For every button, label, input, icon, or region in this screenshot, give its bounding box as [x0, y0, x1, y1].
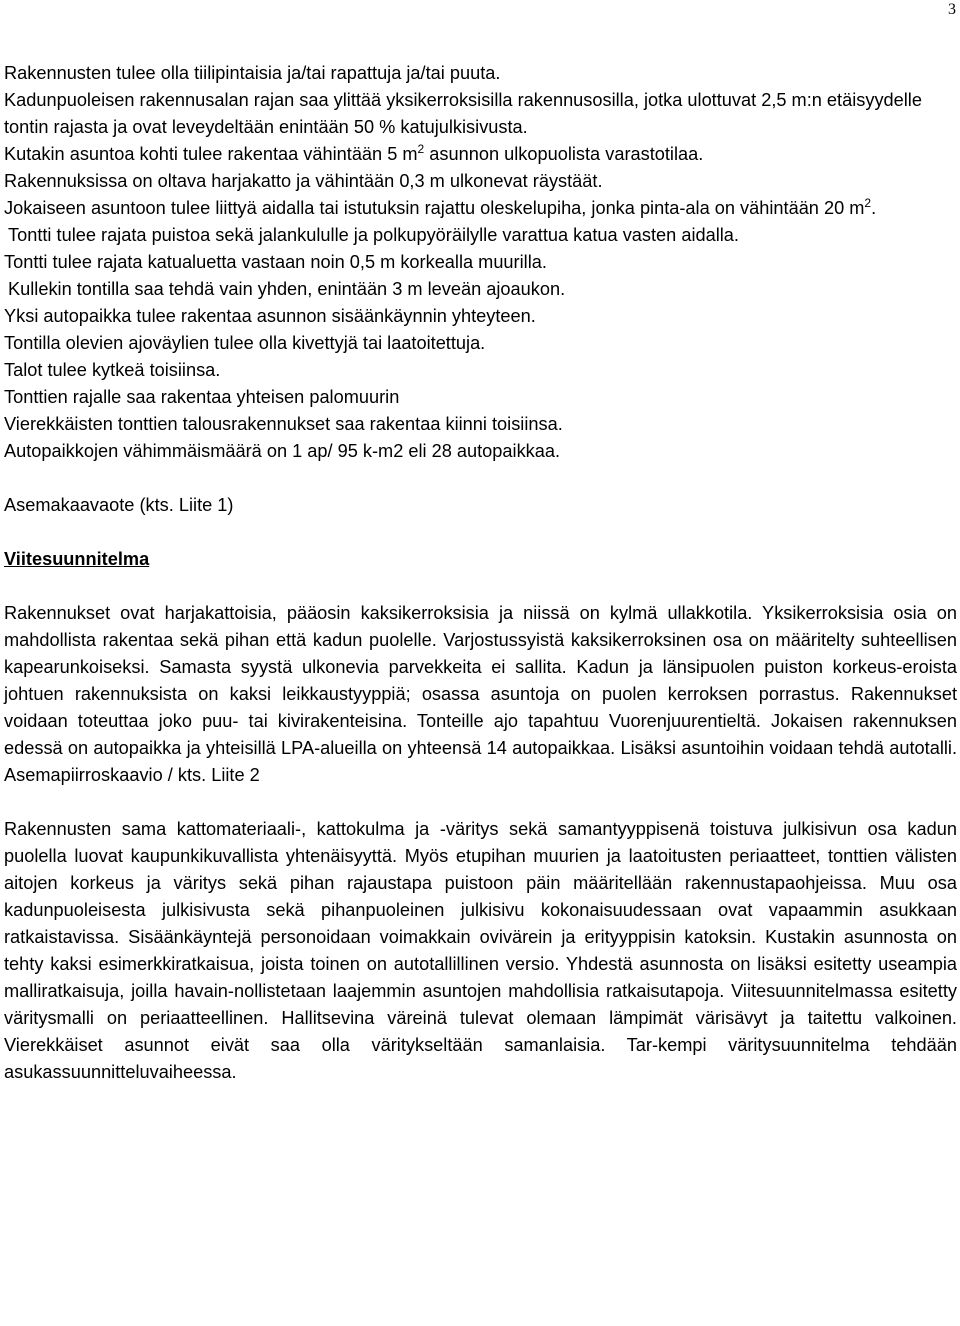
superscript: 2: [417, 142, 425, 156]
rule-yard-text-end: .: [871, 198, 877, 218]
plan-note: Asemakaavaote (kts. Liite 1): [4, 495, 234, 515]
document-body: [4, 60, 957, 1086]
rule-yard: [4, 195, 957, 222]
rule-driveway: Kullekin tontilla saa tehdä vain yhden, enintään 3 m leveän ajoaukon.: [8, 279, 566, 299]
rule-parking-entrance: Yksi autopaikka tulee rakentaa asunnon sisäänkäynnin yhteyteen.: [4, 306, 536, 326]
rule-firewall: Tonttien rajalle saa rakentaa yhteisen palomuurin: [4, 387, 400, 407]
paragraph-reference-plan: Rakennukset ovat harjakattoisia, pääosin kaksikerroksisia ja niissä on kylmä ullakkotila. Yksikerroksisia osia on mahdollista rakentaa sekä pihan että kadun puolelle. Varjostussyistä kaksikerroksinen osa on määritelty suhteellisen kapearunkoiseksi. Samasta syystä ulkonevia parvekkeita ei sallita. Kadun ja länsipuolen puiston korkeus-eroista johtuen rakennuksista on kaksi leikkaustyyppiä; osassa asuntoja on puolen kerroksen porrastus. Rakennukset voidaan toteuttaa joko puu- tai kivirakenteisina. Tonteille ajo tapahtuu Vuorenjuurentieltä. Jokaisen rakennuksen edessä on autopaikka ja yhteisillä LPA-alueilla on yhteensä 14 autopaikkaa. Lisäksi asuntoihin voidaan tehdä autotalli. Asemapiirroskaavio / kts. Liite 2: [4, 603, 957, 785]
superscript: 2: [864, 196, 872, 210]
rule-parking-minimum: Autopaikkojen vähimmäismäärä on 1 ap/ 95 k-m2 eli 28 autopaikkaa.: [4, 441, 561, 461]
rule-building-area: Kadunpuoleisen rakennusalan rajan saa ylittää yksikerroksisilla rakennusosilla, jotka ulottuvat 2,5 m:n etäisyydelle tontin rajasta ja ovat leveydeltään enintään 50 % katujulkisivusta.: [4, 90, 922, 137]
rule-wall-street: Tontti tulee rajata katualuetta vastaan noin 0,5 m korkealla muurilla.: [4, 252, 547, 272]
rule-linked-houses: Talot tulee kytkeä toisiinsa.: [4, 360, 221, 380]
rule-storage-text-end: asunnon ulkopuolista varastotilaa.: [424, 144, 704, 164]
rule-storage-text: Kutakin asuntoa kohti tulee rakentaa vähintään 5 m: [4, 144, 418, 164]
rule-fence-park: Tontti tulee rajata puistoa sekä jalankululle ja polkupyöräilylle varattua katua vasten aidalla.: [8, 225, 739, 245]
page-number: 3: [948, 1, 956, 18]
rule-yard-text: Jokaiseen asuntoon tulee liittyä aidalla tai istutuksin rajattu oleskelupiha, jonka pinta-ala on vähintään 20 m: [4, 198, 865, 218]
rule-outbuildings: Vierekkäisten tonttien talousrakennukset saa rakentaa kiinni toisiinsa.: [4, 414, 563, 434]
rule-storage: [4, 141, 957, 168]
rule-materials: Rakennusten tulee olla tiilipintaisia ja/tai rapattuja ja/tai puuta.: [4, 63, 501, 83]
rule-paving: Tontilla olevien ajoväylien tulee olla kivettyjä tai laatoitettuja.: [4, 333, 486, 353]
rule-roof: Rakennuksissa on oltava harjakatto ja vähintään 0,3 m ulkonevat räystäät.: [4, 171, 603, 191]
paragraph-appearance: Rakennusten sama kattomateriaali-, kattokulma ja -väritys sekä samantyyppisenä toistuva julkisivun osa kadun puolella luovat kaupunkikuvallista yhtenäisyyttä. Myös etupihan muurien ja laatoitusten periaatteet, tonttien välisten aitojen korkeus ja väritys sekä pihan rajaustapa puistoon päin määritellään rakennustapaohjeissa. Muu osa kadunpuoleisesta julkisivusta sekä pihanpuoleinen julkisivu kokonaisuudessaan ovat vapaammin asukkaan ratkaistavissa. Sisäänkäyntejä personoidaan voimakkain ovivärein ja erityyppisin katoksin. Kustakin asunnosta on tehty kaksi esimerkkiratkaisua, joista toinen on autotallillinen versio. Yhdestä asunnosta on lisäksi esitetty useampia malliratkaisuja, joilla havain-nollistetaan laajemmin asuntojen mahdollisia ratkaisutapoja. Viitesuunnitelmassa esitetty väritysmalli on periaatteellinen. Hallitsevina väreinä tulevat olemaan lämpimät värisävyt ja taitettu valkoinen. Vierekkäiset asunnot eivät saa olla väritykseltään samanlaisia. Tar-kempi väritysuunnitelma tehdään asukassuunnitteluvaiheessa.: [4, 819, 957, 1082]
section-heading: Viitesuunnitelma: [4, 549, 150, 569]
